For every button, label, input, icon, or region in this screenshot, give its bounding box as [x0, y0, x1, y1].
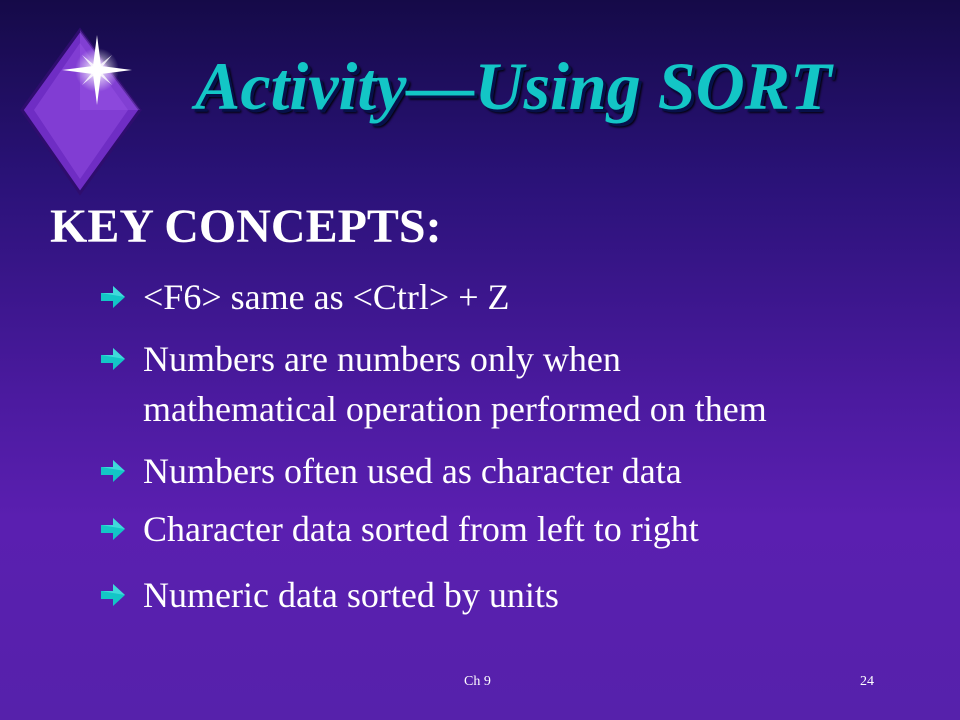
- list-item: [100, 510, 699, 548]
- arrow-right-icon: [100, 278, 143, 309]
- bullet-text: Numeric data sorted by units: [143, 575, 559, 615]
- bullet-text: [143, 340, 767, 428]
- list-item: [100, 452, 682, 490]
- bullet-text-line: mathematical operation performed on them: [143, 389, 767, 429]
- slide-number: 24: [860, 674, 874, 689]
- bullet-text-line: Numbers are numbers only when: [143, 339, 621, 379]
- key-concepts-heading: KEY CONCEPTS:: [50, 200, 442, 253]
- diamond-star-icon: [20, 25, 150, 205]
- arrow-right-icon: [100, 340, 143, 371]
- list-item: [100, 576, 559, 614]
- footer-chapter: Ch 9: [464, 674, 491, 689]
- bullet-text: Character data sorted from left to right: [143, 509, 699, 549]
- slide-title: Activity—Using SORT: [195, 48, 832, 124]
- bullet-text: <F6> same as <Ctrl> + Z: [143, 277, 510, 317]
- list-item: [100, 340, 767, 428]
- arrow-right-icon: [100, 510, 143, 541]
- arrow-right-icon: [100, 452, 143, 483]
- bullet-text: Numbers often used as character data: [143, 451, 682, 491]
- list-item: [100, 278, 510, 316]
- arrow-right-icon: [100, 576, 143, 607]
